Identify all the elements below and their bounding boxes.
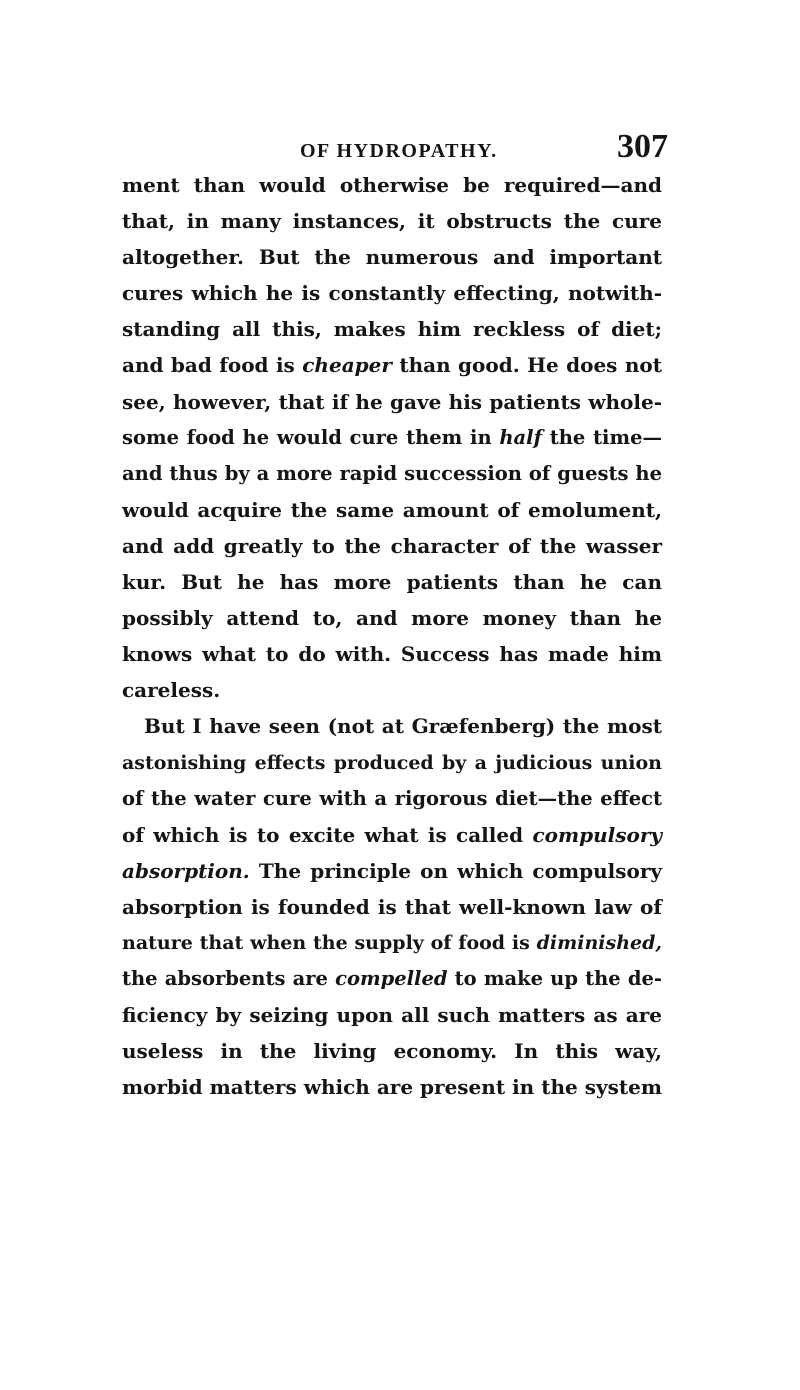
text-line: [122, 961, 662, 997]
text-line: [122, 600, 662, 636]
text-line: [122, 708, 662, 744]
text-line: [122, 203, 662, 239]
italic-text-segment: cheaper: [302, 353, 392, 378]
text-line: [122, 167, 662, 203]
body-text: [122, 167, 662, 1105]
text-line: [122, 745, 662, 781]
italic-text-segment: absorption.: [122, 858, 250, 883]
text-line: [122, 781, 662, 817]
text-segment: nature that when the supply of food is: [122, 931, 537, 954]
text-line: [122, 853, 662, 889]
text-line: [122, 817, 662, 853]
italic-text-segment: diminished,: [536, 931, 662, 954]
text-line: [122, 997, 662, 1033]
text-line: [122, 384, 662, 420]
italic-text-segment: half: [499, 425, 542, 449]
text-line: [122, 636, 662, 672]
text-segment: astonishing effects produced by a judicious union: [122, 751, 662, 774]
text-line: [122, 925, 662, 961]
text-segment: The principle on which compulsory: [249, 858, 662, 883]
text-line: [122, 889, 662, 925]
page-number: 307: [617, 128, 668, 165]
text-segment: possibly attend to, and more money than he: [122, 606, 662, 631]
text-segment: and thus by a more rapid succession of guests he: [122, 461, 662, 485]
text-line: [122, 275, 662, 311]
text-line: [122, 528, 662, 564]
text-segment: the absorbents are: [122, 967, 336, 991]
text-segment: cures which he is constantly effecting, notwith-: [122, 281, 662, 306]
text-segment: that, in many instances, it obstructs the cure: [122, 209, 662, 234]
text-segment: ficiency by seizing upon all such matters as are: [122, 1003, 662, 1028]
text-segment: some food he would cure them in: [122, 425, 500, 449]
text-segment: useless in the living economy. In this way,: [122, 1039, 662, 1064]
text-line: [122, 420, 662, 456]
running-head-title: OF HYDROPATHY.: [300, 140, 498, 162]
running-head: [0, 128, 800, 168]
text-line: [122, 239, 662, 275]
text-segment: of which is to excite what is called: [122, 822, 533, 847]
text-line: [122, 672, 662, 708]
text-line: [122, 492, 662, 528]
text-line: [122, 564, 662, 600]
text-line: [122, 456, 662, 492]
text-segment: and bad food is: [122, 353, 303, 378]
italic-text-segment: compulsory: [532, 822, 662, 847]
text-segment: standing all this, makes him reckless of diet;: [122, 317, 662, 342]
text-line: [122, 1033, 662, 1069]
text-segment: But I have seen (not at Græfenberg) the most: [144, 714, 662, 739]
italic-text-segment: compelled: [335, 967, 448, 991]
text-line: [122, 347, 662, 383]
text-segment: the time—: [541, 425, 662, 449]
text-segment: would acquire the same amount of emolument,: [122, 497, 662, 522]
text-line: [122, 1069, 662, 1105]
text-segment: absorption is founded is that well-known law of: [122, 894, 662, 919]
text-segment: than good. He does not: [391, 353, 662, 378]
text-segment: knows what to do with. Success has made him: [122, 642, 662, 667]
text-segment: careless.: [122, 678, 221, 703]
text-segment: kur. But he has more patients than he can: [122, 570, 662, 595]
text-segment: altogether. But the numerous and important: [122, 245, 662, 270]
text-segment: and add greatly to the character of the wasser: [122, 533, 662, 558]
text-segment: to make up the de-: [447, 967, 662, 991]
text-segment: of the water cure with a rigorous diet—the effect: [122, 786, 662, 810]
text-line: [122, 311, 662, 347]
text-segment: see, however, that if he gave his patients whole-: [122, 389, 662, 414]
text-segment: ment than would otherwise be required—and: [122, 173, 662, 197]
text-segment: morbid matters which are present in the system: [122, 1075, 662, 1100]
